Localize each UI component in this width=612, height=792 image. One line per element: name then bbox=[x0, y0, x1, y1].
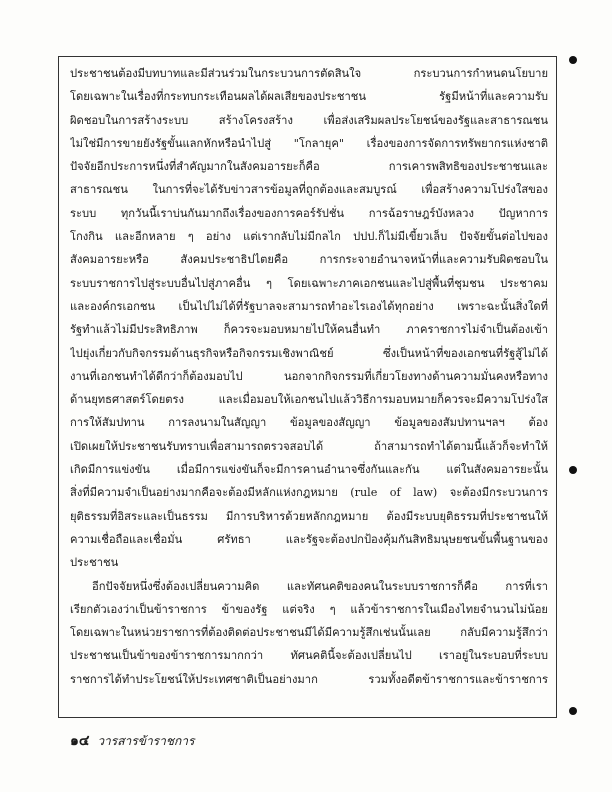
text-line: อีกปัจจัยหนึ่งซึ่งต้องเปลี่ยนความคิด และทัศนคติของคนในระบบราชการก็คือ การที่เรา bbox=[92, 579, 548, 593]
text-line: เกิดมีการแข่งขัน เมื่อมีการแข่งขันก็จะมีการคานอำนาจซึ่งกันและกัน แต่ในสังคมอารยะนั้น bbox=[70, 463, 548, 477]
text-line: เรียกตัวเองว่าเป็นข้าราชการ ข้าของรัฐ แต่จริง ๆ แล้วข้าราชการในเมืองไทยจำนวนไม่น้อย bbox=[70, 602, 548, 616]
journal-title: วารสารข้าราชการ bbox=[97, 734, 195, 748]
text-line: การให้สัมปทาน การลงนามในสัญญา ข้อมูลของสัญญา ข้อมูลของสัมปทานฯลฯ ต้อง bbox=[70, 416, 548, 430]
text-line: ประชาชน bbox=[70, 556, 119, 570]
binder-hole-mark bbox=[569, 707, 577, 715]
text-line: ประชาชนเป็นข้าของข้าราชการมากกว่า ทัศนคตินี้จะต้องเปลี่ยนไป เราอยู่ในระบอบที่ระบบ bbox=[70, 649, 548, 663]
page-number: ๑๔ bbox=[70, 733, 90, 749]
text-line: โดยเฉพาะในเรื่องที่กระทบกระเทือนผลได้ผลเสียของประชาชน รัฐมีหน้าที่และความรับ bbox=[70, 90, 548, 104]
text-line: งานที่เอกชนทำได้ดีกว่าก็ต้องมอบไป นอกจากกิจกรรมที่เกี่ยวโยงทางด้านความมั่นคงหรือทาง bbox=[70, 369, 548, 383]
text-line: ระบบราชการไปสู่ระบบอื่นไปสู่ภาคอื่น ๆ โดยเฉพาะภาคเอกชนและไปสู่พื้นที่ชุมชน ประชาคม bbox=[70, 276, 548, 290]
binder-hole-mark bbox=[569, 466, 577, 474]
text-line: โกงกิน และอีกหลาย ๆ อย่าง แต่เรากลับไม่มีกลไก ปปป.ก็ไม่มีเขี้ยวเล็บ ปัจจัยขั้นต่อไปของ bbox=[70, 230, 548, 244]
text-line: สังคมอารยะหรือ สังคมประชาธิปไตยคือ การกระจายอำนาจหน้าที่และความรับผิดชอบใน bbox=[70, 253, 548, 267]
text-line: สิ่งที่มีความจำเป็นอย่างมากคือจะต้องมีหลักแห่งกฎหมาย (rule of law) จะต้องมีกระบวนการ bbox=[70, 486, 548, 500]
text-line: ปัจจัยอีกประการหนึ่งที่สำคัญมากในสังคมอารยะก็คือ การเคารพสิทธิของประชาชนและ bbox=[70, 160, 548, 174]
text-line: เปิดเผยให้ประชาชนรับทราบเพื่อสามารถตรวจสอบได้ ถ้าสามารถทำได้ตามนี้แล้วก็จะทำให้ bbox=[70, 439, 548, 453]
text-line: สาธารณชน ในการที่จะได้รับข่าวสารข้อมูลที่ถูกต้องและสมบูรณ์ เพื่อสร้างความโปร่งใสของ bbox=[70, 183, 548, 197]
text-line: โดยเฉพาะในหน่วยราชการที่ต้องติดต่อประชาชนมีได้มีความรู้สึกเช่นนั้นเลย กลับมีความรู้สึกว่า bbox=[70, 626, 548, 640]
text-line: ด้านยุทธศาสตร์โดยตรง และเมื่อมอบให้เอกชนไปแล้ววิธีการมอบหมายก็ควรจะมีความโปร่งใส bbox=[70, 393, 548, 407]
page-footer bbox=[70, 730, 194, 752]
text-line: ไม่ใช่มีการขายยังรัฐขั้นแลกหักหรือนำไปสู่ "โกลายุค" เรื่องของการจัดการทรัพยากรแห่งชาติ bbox=[70, 136, 548, 150]
text-line: ราชการได้ทำประโยชน์ให้ประเทศชาติเป็นอย่างมาก รวมทั้งอดีตข้าราชการและข้าราชการ bbox=[70, 672, 548, 686]
text-line: ผิดชอบในการสร้างระบบ สร้างโครงสร้าง เพื่อส่งเสริมผลประโยชน์ของรัฐและสาธารณชน bbox=[70, 113, 548, 127]
text-line: รัฐทำแล้วไม่มีประสิทธิภาพ ก็ควรจะมอบหมายไปให้คนอื่นทำ ภาคราชการไม่จำเป็นต้องเข้า bbox=[70, 323, 548, 337]
binder-hole-mark bbox=[569, 56, 577, 64]
text-line: และองค์กรเอกชน เป็นไปไม่ได้ที่รัฐบาลจะสามารถทำอะไรเองได้ทุกอย่าง เพราะฉะนั้นสิ่งใดที่ bbox=[70, 299, 548, 313]
text-line: ระบบ ทุกวันนี้เราบ่นกันมากถึงเรื่องของการคอร์รัปชั่น การฉ้อราษฎร์บังหลวง ปัญหาการ bbox=[70, 206, 548, 220]
body-text bbox=[70, 62, 548, 691]
text-line: ประชาชนต้องมีบทบาทและมีส่วนร่วมในกระบวนการตัดสินใจ กระบวนการกำหนดนโยบาย bbox=[70, 67, 548, 80]
text-line: ความเชื่อถือและเชื่อมั่น ศรัทธา และรัฐจะต้องปกป้องคุ้มกันสิทธิมนุษยชนขั้นพื้นฐานของ bbox=[70, 532, 548, 546]
text-line: ยุติธรรมที่อิสระและเป็นธรรม มีการบริหารด้วยหลักกฎหมาย ต้องมีระบบยุติธรรมที่ประชาชนให้ bbox=[70, 509, 548, 523]
text-line: ไปยุ่งเกี่ยวกับกิจกรรมด้านธุรกิจหรือกิจกรรมเชิงพาณิชย์ ซึ่งเป็นหน้าที่ของเอกชนที่รัฐสู้ไม่ได้ bbox=[70, 346, 548, 360]
